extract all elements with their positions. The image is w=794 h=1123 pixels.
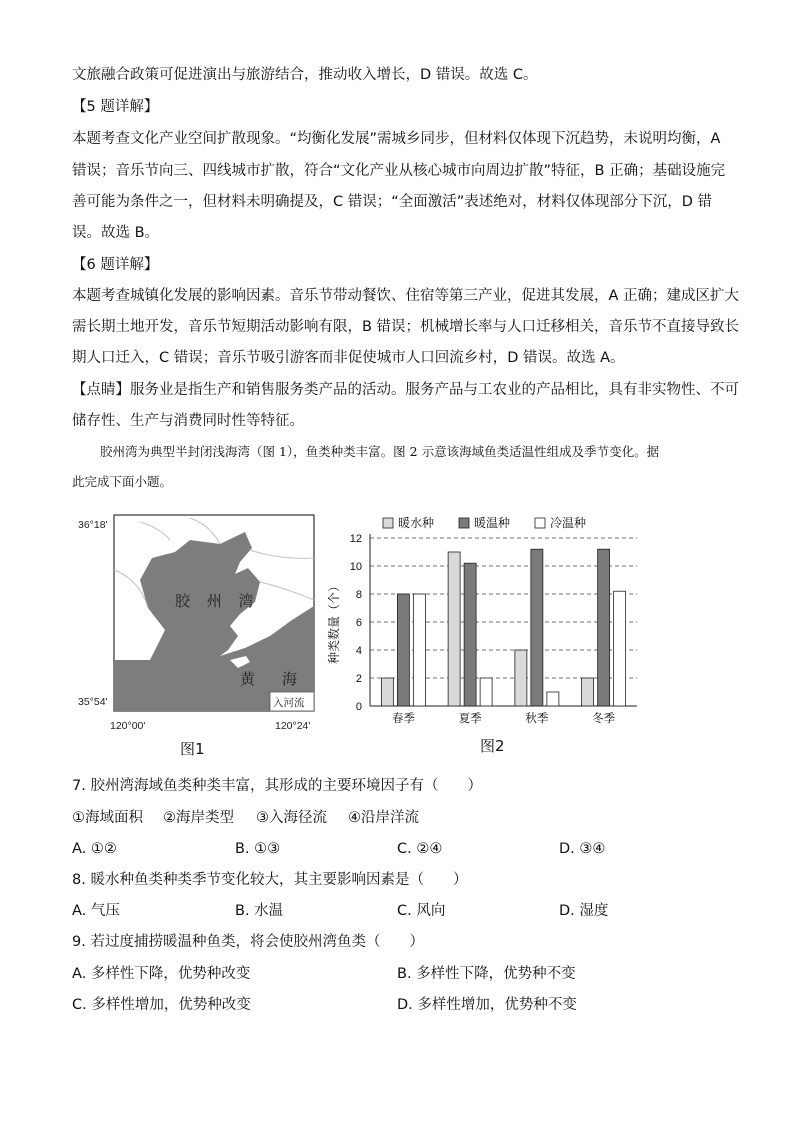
question-7-stem: 7. 胶州湾海域鱼类种类丰富，其形成的主要环境因子有（ ）	[72, 778, 482, 794]
y-tick-label: 0	[355, 701, 362, 713]
legend-swatch	[535, 518, 545, 528]
q7-factor-2: ②海岸类型	[163, 810, 234, 826]
q8-option-c[interactable]: C. 风向	[397, 903, 446, 919]
figure-1-map	[70, 510, 320, 770]
q7-factor-1: ①海域面积	[72, 810, 143, 826]
bar	[531, 549, 543, 706]
q7-option-c[interactable]: C. ②④	[397, 841, 443, 857]
bar	[547, 692, 559, 706]
bar	[515, 650, 527, 706]
legend-label: 冷温种	[550, 516, 587, 530]
legend-label: 暖水种	[398, 516, 435, 530]
tip-line: 储存性、生产与消费同时性等特征。	[72, 413, 304, 429]
q9-option-a[interactable]: A. 多样性下降，优势种改变	[72, 966, 251, 982]
legend-swatch	[383, 518, 393, 528]
x-tick-label: 秋季	[525, 713, 549, 725]
intro-paragraph	[72, 437, 722, 497]
bar	[480, 678, 492, 706]
y-tick-label: 10	[349, 561, 362, 573]
explanation-line: 本题考查文化产业空间扩散现象。“均衡化发展”需城乡同步，但材料仅体现下沉趋势，未说明均衡，A	[72, 131, 721, 147]
bar	[464, 563, 476, 706]
explanation-line: 善可能为条件之一，但材料未明确提及，C 错误；“全面激活”表述绝对，材料仅体现部分下沉，D 错	[72, 194, 713, 210]
intro-line-2: 此完成下面小题。	[72, 474, 173, 489]
q7-option-d[interactable]: D. ③④	[559, 841, 606, 857]
y-tick-label: 6	[355, 617, 362, 629]
legend-river-label: 入河流	[273, 697, 305, 709]
y-tick-label: 2	[355, 673, 362, 685]
bar	[397, 594, 409, 706]
x-tick-label: 春季	[391, 713, 415, 725]
q6-heading: 【6 题详解】	[72, 257, 159, 273]
q5-heading: 【5 题详解】	[72, 99, 159, 115]
q9-option-d[interactable]: D. 多样性增加，优势种不变	[397, 997, 577, 1013]
sea-label: 黄 海	[240, 670, 304, 688]
legend-swatch	[459, 518, 469, 528]
q8-option-d[interactable]: D. 湿度	[559, 903, 609, 919]
bar	[614, 591, 626, 706]
lat-bottom-label: 35°54'	[78, 696, 108, 708]
explanation-line: 误。故选 B。	[72, 225, 160, 241]
q7-factor-4: ④沿岸洋流	[348, 810, 419, 826]
figure-2-chart	[325, 508, 645, 753]
lat-top-label: 36°18'	[78, 519, 108, 531]
tip-line: 【点睛】服务业是指生产和销售服务类产品的活动。服务产品与工农业的产品相比，具有非实物性、不可	[72, 382, 739, 398]
y-tick-label: 8	[355, 589, 362, 601]
legend-label: 暖温种	[474, 516, 511, 530]
explanation-line: 需长期土地开发，音乐节短期活动影响有限，B 错误；机械增长率与人口迁移相关，音乐节不直接导致长	[72, 319, 740, 335]
bar	[582, 678, 594, 706]
q8-option-b[interactable]: B. 水温	[235, 903, 284, 919]
chart-svg	[325, 508, 645, 733]
y-tick-label: 4	[355, 645, 362, 657]
lon-left-label: 120°00'	[110, 720, 146, 732]
bar	[381, 678, 393, 706]
q9-option-b[interactable]: B. 多样性下降，优势种不变	[397, 966, 576, 982]
figure-2-caption: 图2	[480, 737, 505, 755]
x-tick-label: 冬季	[592, 713, 616, 725]
q9-option-c[interactable]: C. 多样性增加，优势种改变	[72, 997, 251, 1013]
intro-line-1: 胶州湾为典型半封闭浅海湾（图 1），鱼类种类丰富。图 2 示意该海域鱼类适温性组成及季节变化。据	[100, 444, 660, 459]
question-9-stem: 9. 若过度捕捞暖温种鱼类，将会使胶州湾鱼类（ ）	[72, 934, 424, 950]
explanation-line: 期人口迁入，C 错误；音乐节吸引游客而非促使城市人口回流乡村，D 错误。故选 A。	[72, 350, 625, 366]
bar	[448, 552, 460, 706]
explanation-line: 错误；音乐节向三、四线城市扩散，符合“文化产业从核心城市向周边扩散”特征，B 正确；基础设施完	[72, 163, 726, 179]
bar	[598, 549, 610, 706]
q8-option-a[interactable]: A. 气压	[72, 903, 120, 919]
question-8-stem: 8. 暖水种鱼类种类季节变化较大，其主要影响因素是（ ）	[72, 872, 468, 888]
y-tick-label: 12	[349, 533, 362, 545]
q7-option-b[interactable]: B. ①③	[235, 841, 281, 857]
explanation-line: 文旅融合政策可促进演出与旅游结合，推动收入增长，D 错误。故选 C。	[72, 67, 538, 83]
explanation-line: 本题考查城镇化发展的影响因素。音乐节带动餐饮、住宿等第三产业，促进其发展，A 正确；建成区扩大	[72, 288, 740, 304]
q7-factor-3: ③入海径流	[256, 810, 327, 826]
bar	[413, 594, 425, 706]
y-axis-label: 种类数量（个）	[327, 579, 341, 665]
figure-1-caption: 图1	[180, 740, 205, 758]
lon-right-label: 120°24'	[275, 720, 311, 732]
x-tick-label: 夏季	[458, 713, 482, 725]
bay-label: 胶 州 湾	[175, 592, 260, 610]
q7-option-a[interactable]: A. ①②	[72, 841, 117, 857]
